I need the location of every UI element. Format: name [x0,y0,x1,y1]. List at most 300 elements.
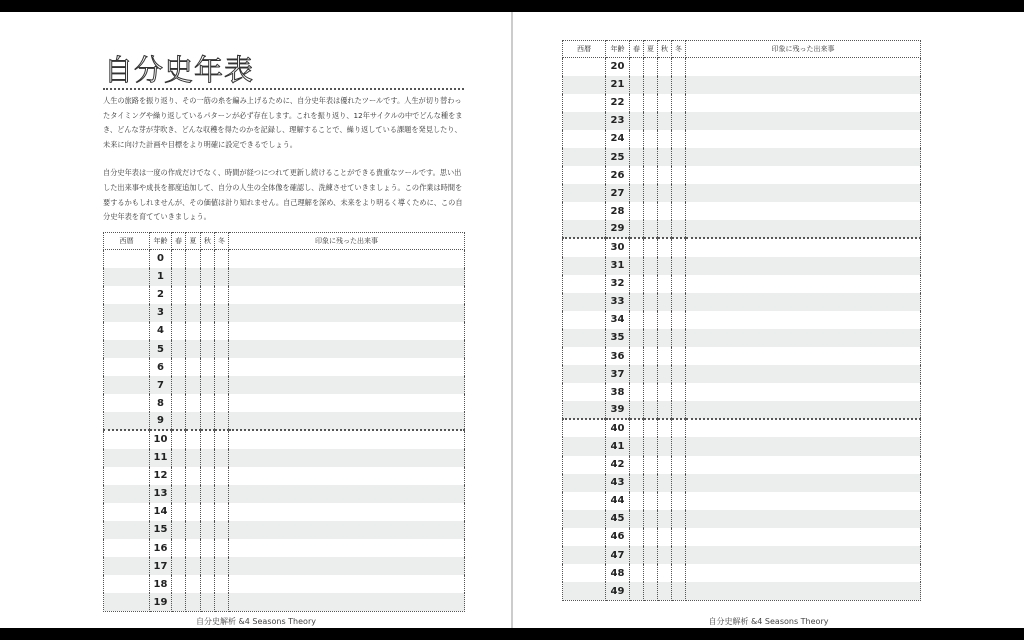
year-cell[interactable] [563,112,606,130]
winter-cell[interactable] [215,449,229,467]
year-cell[interactable] [563,76,606,94]
winter-cell[interactable] [672,419,686,437]
spring-cell[interactable] [172,358,186,376]
autumn-cell[interactable] [201,304,215,322]
autumn-cell[interactable] [201,268,215,286]
autumn-cell[interactable] [658,76,672,94]
autumn-cell[interactable] [658,528,672,546]
spring-cell[interactable] [630,492,644,510]
year-cell[interactable] [563,383,606,401]
summer-cell[interactable] [186,322,201,340]
autumn-cell[interactable] [658,112,672,130]
year-cell[interactable] [104,521,150,539]
autumn-cell[interactable] [201,412,215,430]
winter-cell[interactable] [215,539,229,557]
spring-cell[interactable] [172,376,186,394]
summer-cell[interactable] [644,528,658,546]
autumn-cell[interactable] [658,492,672,510]
events-cell[interactable] [229,521,465,539]
events-cell[interactable] [686,238,921,256]
year-cell[interactable] [563,492,606,510]
year-cell[interactable] [104,268,150,286]
year-cell[interactable] [563,166,606,184]
summer-cell[interactable] [644,166,658,184]
spring-cell[interactable] [630,347,644,365]
summer-cell[interactable] [644,456,658,474]
summer-cell[interactable] [644,474,658,492]
autumn-cell[interactable] [658,564,672,582]
autumn-cell[interactable] [658,383,672,401]
summer-cell[interactable] [644,546,658,564]
year-cell[interactable] [563,528,606,546]
winter-cell[interactable] [215,575,229,593]
events-cell[interactable] [686,58,921,76]
year-cell[interactable] [563,238,606,256]
summer-cell[interactable] [186,394,201,412]
summer-cell[interactable] [186,449,201,467]
year-cell[interactable] [563,582,606,600]
winter-cell[interactable] [215,250,229,268]
year-cell[interactable] [104,412,150,430]
autumn-cell[interactable] [658,365,672,383]
winter-cell[interactable] [215,467,229,485]
winter-cell[interactable] [672,76,686,94]
spring-cell[interactable] [630,293,644,311]
events-cell[interactable] [229,430,465,448]
year-cell[interactable] [104,430,150,448]
winter-cell[interactable] [672,401,686,419]
winter-cell[interactable] [672,546,686,564]
spring-cell[interactable] [630,329,644,347]
summer-cell[interactable] [644,582,658,600]
winter-cell[interactable] [672,166,686,184]
spring-cell[interactable] [172,340,186,358]
summer-cell[interactable] [186,503,201,521]
summer-cell[interactable] [644,112,658,130]
year-cell[interactable] [104,322,150,340]
events-cell[interactable] [686,202,921,220]
winter-cell[interactable] [215,376,229,394]
spring-cell[interactable] [630,582,644,600]
events-cell[interactable] [229,358,465,376]
spring-cell[interactable] [172,593,186,611]
winter-cell[interactable] [215,430,229,448]
summer-cell[interactable] [186,467,201,485]
spring-cell[interactable] [630,383,644,401]
events-cell[interactable] [229,449,465,467]
winter-cell[interactable] [215,557,229,575]
autumn-cell[interactable] [201,394,215,412]
year-cell[interactable] [104,593,150,611]
spring-cell[interactable] [630,311,644,329]
winter-cell[interactable] [672,257,686,275]
summer-cell[interactable] [186,557,201,575]
events-cell[interactable] [229,575,465,593]
year-cell[interactable] [104,539,150,557]
autumn-cell[interactable] [658,220,672,238]
spring-cell[interactable] [630,456,644,474]
autumn-cell[interactable] [658,130,672,148]
spring-cell[interactable] [172,286,186,304]
spring-cell[interactable] [630,94,644,112]
winter-cell[interactable] [672,492,686,510]
spring-cell[interactable] [630,112,644,130]
events-cell[interactable] [686,546,921,564]
spring-cell[interactable] [172,467,186,485]
autumn-cell[interactable] [201,430,215,448]
events-cell[interactable] [686,419,921,437]
winter-cell[interactable] [672,456,686,474]
autumn-cell[interactable] [658,166,672,184]
year-cell[interactable] [104,394,150,412]
events-cell[interactable] [686,528,921,546]
autumn-cell[interactable] [201,322,215,340]
winter-cell[interactable] [215,340,229,358]
autumn-cell[interactable] [201,593,215,611]
summer-cell[interactable] [644,437,658,455]
year-cell[interactable] [104,358,150,376]
winter-cell[interactable] [672,148,686,166]
year-cell[interactable] [104,340,150,358]
year-cell[interactable] [563,456,606,474]
year-cell[interactable] [563,365,606,383]
autumn-cell[interactable] [201,286,215,304]
spring-cell[interactable] [172,503,186,521]
spring-cell[interactable] [630,275,644,293]
spring-cell[interactable] [630,401,644,419]
spring-cell[interactable] [630,130,644,148]
year-cell[interactable] [104,557,150,575]
summer-cell[interactable] [186,539,201,557]
autumn-cell[interactable] [658,148,672,166]
year-cell[interactable] [563,184,606,202]
events-cell[interactable] [686,257,921,275]
summer-cell[interactable] [644,510,658,528]
autumn-cell[interactable] [201,485,215,503]
winter-cell[interactable] [215,412,229,430]
autumn-cell[interactable] [201,449,215,467]
winter-cell[interactable] [672,582,686,600]
summer-cell[interactable] [644,202,658,220]
year-cell[interactable] [104,503,150,521]
spring-cell[interactable] [172,539,186,557]
events-cell[interactable] [229,250,465,268]
autumn-cell[interactable] [658,58,672,76]
summer-cell[interactable] [644,329,658,347]
winter-cell[interactable] [215,503,229,521]
autumn-cell[interactable] [658,401,672,419]
autumn-cell[interactable] [201,503,215,521]
winter-cell[interactable] [672,238,686,256]
events-cell[interactable] [229,557,465,575]
summer-cell[interactable] [186,250,201,268]
winter-cell[interactable] [215,593,229,611]
summer-cell[interactable] [644,275,658,293]
summer-cell[interactable] [644,311,658,329]
year-cell[interactable] [563,220,606,238]
autumn-cell[interactable] [658,456,672,474]
autumn-cell[interactable] [658,329,672,347]
events-cell[interactable] [686,456,921,474]
summer-cell[interactable] [644,184,658,202]
events-cell[interactable] [686,275,921,293]
events-cell[interactable] [229,539,465,557]
winter-cell[interactable] [672,220,686,238]
autumn-cell[interactable] [658,347,672,365]
autumn-cell[interactable] [658,293,672,311]
year-cell[interactable] [104,485,150,503]
winter-cell[interactable] [672,184,686,202]
summer-cell[interactable] [644,130,658,148]
year-cell[interactable] [563,474,606,492]
autumn-cell[interactable] [658,275,672,293]
winter-cell[interactable] [672,58,686,76]
winter-cell[interactable] [215,394,229,412]
summer-cell[interactable] [644,492,658,510]
summer-cell[interactable] [644,347,658,365]
summer-cell[interactable] [186,430,201,448]
summer-cell[interactable] [644,76,658,94]
spring-cell[interactable] [172,485,186,503]
events-cell[interactable] [686,220,921,238]
summer-cell[interactable] [644,383,658,401]
year-cell[interactable] [563,148,606,166]
events-cell[interactable] [686,293,921,311]
winter-cell[interactable] [672,365,686,383]
summer-cell[interactable] [644,148,658,166]
winter-cell[interactable] [672,383,686,401]
spring-cell[interactable] [172,394,186,412]
autumn-cell[interactable] [658,202,672,220]
winter-cell[interactable] [672,437,686,455]
year-cell[interactable] [563,58,606,76]
summer-cell[interactable] [186,304,201,322]
spring-cell[interactable] [630,148,644,166]
year-cell[interactable] [563,275,606,293]
events-cell[interactable] [229,593,465,611]
events-cell[interactable] [686,130,921,148]
year-cell[interactable] [104,449,150,467]
year-cell[interactable] [563,257,606,275]
events-cell[interactable] [686,112,921,130]
summer-cell[interactable] [186,286,201,304]
summer-cell[interactable] [644,401,658,419]
events-cell[interactable] [229,485,465,503]
winter-cell[interactable] [672,293,686,311]
spring-cell[interactable] [630,528,644,546]
winter-cell[interactable] [672,528,686,546]
winter-cell[interactable] [672,275,686,293]
autumn-cell[interactable] [658,184,672,202]
year-cell[interactable] [104,467,150,485]
year-cell[interactable] [104,376,150,394]
spring-cell[interactable] [630,564,644,582]
winter-cell[interactable] [672,94,686,112]
year-cell[interactable] [563,437,606,455]
events-cell[interactable] [229,376,465,394]
events-cell[interactable] [686,166,921,184]
events-cell[interactable] [686,365,921,383]
year-cell[interactable] [104,286,150,304]
events-cell[interactable] [686,347,921,365]
spring-cell[interactable] [172,268,186,286]
winter-cell[interactable] [672,112,686,130]
events-cell[interactable] [229,322,465,340]
summer-cell[interactable] [644,365,658,383]
year-cell[interactable] [563,347,606,365]
autumn-cell[interactable] [658,419,672,437]
autumn-cell[interactable] [201,575,215,593]
year-cell[interactable] [104,304,150,322]
autumn-cell[interactable] [658,474,672,492]
spring-cell[interactable] [630,220,644,238]
spring-cell[interactable] [172,412,186,430]
spring-cell[interactable] [172,322,186,340]
winter-cell[interactable] [672,130,686,148]
autumn-cell[interactable] [201,340,215,358]
events-cell[interactable] [229,268,465,286]
spring-cell[interactable] [630,76,644,94]
winter-cell[interactable] [215,286,229,304]
winter-cell[interactable] [215,268,229,286]
year-cell[interactable] [563,311,606,329]
winter-cell[interactable] [672,329,686,347]
spring-cell[interactable] [172,521,186,539]
autumn-cell[interactable] [201,250,215,268]
spring-cell[interactable] [630,437,644,455]
spring-cell[interactable] [172,449,186,467]
spring-cell[interactable] [630,474,644,492]
year-cell[interactable] [563,293,606,311]
spring-cell[interactable] [172,304,186,322]
winter-cell[interactable] [672,510,686,528]
summer-cell[interactable] [644,293,658,311]
events-cell[interactable] [229,412,465,430]
autumn-cell[interactable] [201,376,215,394]
spring-cell[interactable] [172,557,186,575]
year-cell[interactable] [563,564,606,582]
winter-cell[interactable] [215,304,229,322]
events-cell[interactable] [686,184,921,202]
autumn-cell[interactable] [201,358,215,376]
spring-cell[interactable] [630,58,644,76]
summer-cell[interactable] [644,94,658,112]
events-cell[interactable] [686,311,921,329]
winter-cell[interactable] [215,322,229,340]
events-cell[interactable] [686,148,921,166]
summer-cell[interactable] [644,58,658,76]
year-cell[interactable] [104,575,150,593]
summer-cell[interactable] [186,376,201,394]
spring-cell[interactable] [172,250,186,268]
autumn-cell[interactable] [658,238,672,256]
spring-cell[interactable] [630,510,644,528]
events-cell[interactable] [229,503,465,521]
spring-cell[interactable] [630,202,644,220]
autumn-cell[interactable] [658,437,672,455]
events-cell[interactable] [229,286,465,304]
events-cell[interactable] [686,510,921,528]
autumn-cell[interactable] [658,311,672,329]
winter-cell[interactable] [672,202,686,220]
events-cell[interactable] [686,474,921,492]
summer-cell[interactable] [644,257,658,275]
autumn-cell[interactable] [658,257,672,275]
events-cell[interactable] [686,401,921,419]
year-cell[interactable] [563,510,606,528]
summer-cell[interactable] [186,575,201,593]
year-cell[interactable] [104,250,150,268]
events-cell[interactable] [686,437,921,455]
winter-cell[interactable] [672,474,686,492]
year-cell[interactable] [563,94,606,112]
events-cell[interactable] [229,304,465,322]
spring-cell[interactable] [630,184,644,202]
summer-cell[interactable] [644,564,658,582]
winter-cell[interactable] [215,358,229,376]
events-cell[interactable] [686,383,921,401]
summer-cell[interactable] [644,220,658,238]
events-cell[interactable] [686,492,921,510]
winter-cell[interactable] [215,521,229,539]
winter-cell[interactable] [215,485,229,503]
events-cell[interactable] [686,94,921,112]
summer-cell[interactable] [186,521,201,539]
events-cell[interactable] [686,564,921,582]
events-cell[interactable] [686,582,921,600]
year-cell[interactable] [563,130,606,148]
spring-cell[interactable] [630,257,644,275]
autumn-cell[interactable] [201,539,215,557]
year-cell[interactable] [563,546,606,564]
winter-cell[interactable] [672,564,686,582]
winter-cell[interactable] [672,311,686,329]
events-cell[interactable] [229,467,465,485]
autumn-cell[interactable] [658,546,672,564]
spring-cell[interactable] [630,365,644,383]
year-cell[interactable] [563,401,606,419]
spring-cell[interactable] [630,166,644,184]
summer-cell[interactable] [186,593,201,611]
autumn-cell[interactable] [201,467,215,485]
summer-cell[interactable] [186,412,201,430]
summer-cell[interactable] [186,340,201,358]
year-cell[interactable] [563,329,606,347]
winter-cell[interactable] [672,347,686,365]
spring-cell[interactable] [172,430,186,448]
year-cell[interactable] [563,202,606,220]
summer-cell[interactable] [644,419,658,437]
events-cell[interactable] [686,76,921,94]
events-cell[interactable] [686,329,921,347]
spring-cell[interactable] [172,575,186,593]
spring-cell[interactable] [630,419,644,437]
events-cell[interactable] [229,340,465,358]
autumn-cell[interactable] [201,557,215,575]
spring-cell[interactable] [630,546,644,564]
summer-cell[interactable] [186,485,201,503]
autumn-cell[interactable] [658,582,672,600]
autumn-cell[interactable] [201,521,215,539]
spring-cell[interactable] [630,238,644,256]
summer-cell[interactable] [186,358,201,376]
events-cell[interactable] [229,394,465,412]
autumn-cell[interactable] [658,510,672,528]
year-cell[interactable] [563,419,606,437]
summer-cell[interactable] [186,268,201,286]
autumn-cell[interactable] [658,94,672,112]
summer-cell[interactable] [644,238,658,256]
